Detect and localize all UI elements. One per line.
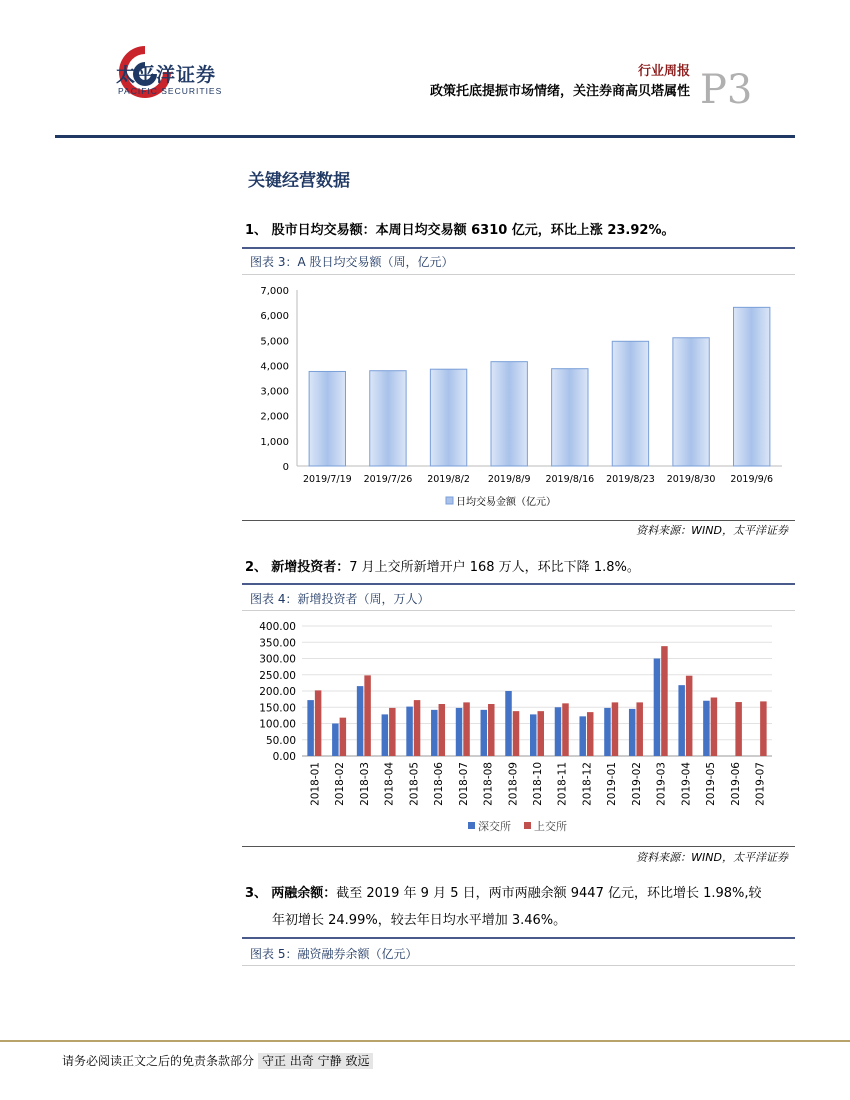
legend-label: 深交所: [478, 820, 511, 833]
bar-szse: [703, 701, 710, 756]
bar-sse: [587, 712, 594, 756]
x-tick-label: 2019-06: [729, 762, 742, 806]
chart-new-investors: [242, 614, 795, 844]
x-tick-label: 2019/7/19: [302, 474, 352, 485]
section-title: 关键经营数据: [248, 171, 350, 191]
page-number: P3: [700, 67, 753, 113]
bar-sse: [538, 711, 545, 756]
y-tick-label: 5,000: [260, 336, 289, 348]
y-tick-label: 400.00: [259, 621, 296, 633]
bar-szse: [456, 708, 463, 756]
x-tick-label: 2019/8/16: [545, 474, 595, 485]
y-tick-label: 50.00: [265, 734, 296, 747]
bar-szse: [530, 714, 537, 756]
bar-szse: [505, 691, 512, 756]
x-tick-label: 2019/8/9: [487, 474, 531, 485]
figure3-bottom-rule: [242, 520, 795, 521]
figure5-caption: 图表 5：融资融券余额（亿元）: [250, 947, 418, 961]
bar-szse: [332, 724, 339, 757]
bar: [309, 371, 345, 466]
y-tick-label: 3,000: [260, 386, 289, 398]
x-tick-label: 2018-11: [556, 762, 569, 806]
x-tick-label: 2019-03: [655, 762, 668, 806]
x-tick-label: 2019/8/23: [606, 474, 655, 485]
bar-sse: [612, 702, 619, 756]
figure4-top-rule: [242, 583, 795, 585]
bar-sse: [488, 704, 495, 756]
bar-szse: [654, 659, 661, 757]
x-tick-label: 2018-07: [457, 762, 470, 806]
footer-slogan: 守正 出奇 宁静 致远: [258, 1053, 373, 1069]
x-tick-label: 2019/8/2: [427, 474, 470, 485]
bar-szse: [678, 685, 685, 756]
bar-sse: [735, 702, 742, 756]
header-divider: [55, 135, 795, 138]
y-tick-label: 150.00: [259, 702, 296, 715]
x-tick-label: 2019-02: [630, 762, 643, 806]
report-title: 政策托底提振市场情绪，关注券商高贝塔属性: [429, 84, 690, 99]
figure5-top-rule: [242, 937, 795, 939]
bar-sse: [315, 690, 322, 756]
bar-sse: [463, 702, 470, 756]
chart-daily-turnover: [242, 278, 795, 518]
bar-sse: [562, 703, 569, 756]
item-number: 3、: [245, 886, 268, 901]
legend-swatch: [524, 822, 531, 829]
bar-sse: [364, 675, 371, 756]
figure4-bottom-rule: [242, 846, 795, 847]
x-tick-label: 2019/8/30: [666, 474, 716, 485]
bar-szse: [604, 708, 611, 756]
x-tick-label: 2018-05: [408, 762, 421, 806]
x-tick-label: 2019-04: [680, 762, 693, 806]
figure4-source: 资料来源：WIND，太平洋证券: [636, 851, 788, 864]
item-text: 本周日均交易额 6310 亿元，环比上涨 23.92%。: [375, 223, 675, 238]
brand-name-cn: 太平洋证券: [116, 64, 217, 86]
bar-sse: [513, 711, 520, 756]
y-tick-label: 7,000: [260, 286, 289, 297]
y-tick-label: 100.00: [259, 718, 296, 731]
item-trading-volume: [245, 219, 674, 238]
bar: [370, 371, 406, 466]
x-tick-label: 2019/7/26: [363, 474, 413, 485]
brand-name-en: PACIFIC SECURITIES: [118, 86, 223, 96]
bar: [673, 338, 709, 466]
figure3-source: 资料来源：WIND，太平洋证券: [636, 524, 788, 537]
y-tick-label: 250.00: [259, 669, 296, 682]
bar-sse: [389, 708, 396, 756]
item-margin-balance-cont: [272, 909, 566, 928]
x-tick-label: 2018-03: [358, 762, 371, 806]
legend-swatch: [446, 497, 453, 504]
bar: [491, 362, 527, 466]
item-text-line2: 年初增长 24.99%，较去年日均水平增加 3.46%。: [272, 913, 567, 928]
bar: [430, 369, 466, 466]
item-text: 7 月上交所新增开户 168 万人，环比下降 1.8%。: [349, 560, 640, 575]
bar-szse: [431, 710, 438, 756]
bar-szse: [406, 707, 413, 756]
y-tick-label: 300.00: [259, 653, 296, 666]
item-number: 2、: [245, 560, 268, 575]
y-tick-label: 0: [282, 462, 289, 473]
footer-disclaimer: 请务必阅读正文之后的免责条款部分: [62, 1054, 255, 1068]
bar-szse: [555, 707, 562, 756]
bar-sse: [760, 701, 767, 756]
y-tick-label: 200.00: [259, 686, 296, 698]
item-label: 新增投资者：: [271, 560, 350, 575]
y-tick-label: 6,000: [260, 311, 289, 323]
x-tick-label: 2018-09: [507, 762, 520, 806]
x-tick-label: 2018-01: [309, 762, 322, 806]
figure5-caption-rule: [242, 965, 795, 966]
item-label: 1、 股市日均交易额：: [245, 223, 376, 238]
y-tick-label: 1,000: [260, 436, 289, 448]
report-type: 行业周报: [637, 64, 690, 79]
legend-swatch: [468, 822, 475, 829]
footer-divider: [0, 1040, 850, 1042]
x-tick-label: 2018-10: [532, 762, 544, 806]
bar-sse: [686, 676, 693, 756]
x-tick-label: 2019/9/6: [730, 474, 774, 485]
figure3-top-rule: [242, 247, 795, 249]
item-text-line1: 截至 2019 年 9 月 5 日，两市两融余额 9447 亿元，环比增长 1.98%,较: [336, 886, 762, 901]
bar-szse: [357, 686, 364, 756]
legend-label: 日均交易金额（亿元）: [456, 497, 556, 508]
bar-sse: [661, 646, 668, 756]
bar-szse: [481, 710, 488, 756]
figure4-caption: 图表 4：新增投资者（周，万人）: [250, 592, 430, 606]
legend-label: 上交所: [534, 820, 567, 833]
x-tick-label: 2019-05: [705, 762, 718, 806]
item-label: 两融余额：: [271, 886, 337, 901]
item-margin-balance: [245, 882, 762, 901]
bar-szse: [579, 716, 586, 756]
x-tick-label: 2018-12: [581, 762, 594, 806]
bar: [734, 307, 770, 466]
bar-sse: [636, 702, 643, 756]
y-tick-label: 0.00: [272, 751, 296, 763]
y-tick-label: 2,000: [260, 411, 289, 423]
bar: [552, 369, 588, 466]
footer: [62, 1052, 373, 1069]
bar-szse: [307, 700, 314, 756]
x-tick-label: 2018-08: [482, 762, 495, 806]
x-tick-label: 2019-07: [754, 762, 767, 806]
bar-szse: [629, 709, 636, 756]
y-tick-label: 350.00: [259, 637, 296, 650]
x-tick-label: 2018-04: [383, 762, 396, 806]
figure3-caption: 图表 3：A 股日均交易额（周，亿元）: [250, 255, 454, 269]
bar: [612, 341, 648, 466]
item-new-investors: [245, 556, 640, 575]
bar-sse: [340, 718, 347, 756]
bar-sse: [414, 700, 421, 756]
x-tick-label: 2018-06: [433, 762, 446, 806]
bar-sse: [439, 704, 446, 756]
x-tick-label: 2019-01: [606, 762, 619, 806]
bar-sse: [711, 698, 718, 757]
figure4-caption-rule: [242, 610, 795, 611]
x-tick-label: 2018-02: [334, 762, 347, 806]
y-tick-label: 4,000: [260, 361, 289, 373]
figure3-caption-rule: [242, 274, 795, 275]
bar-szse: [382, 714, 389, 756]
